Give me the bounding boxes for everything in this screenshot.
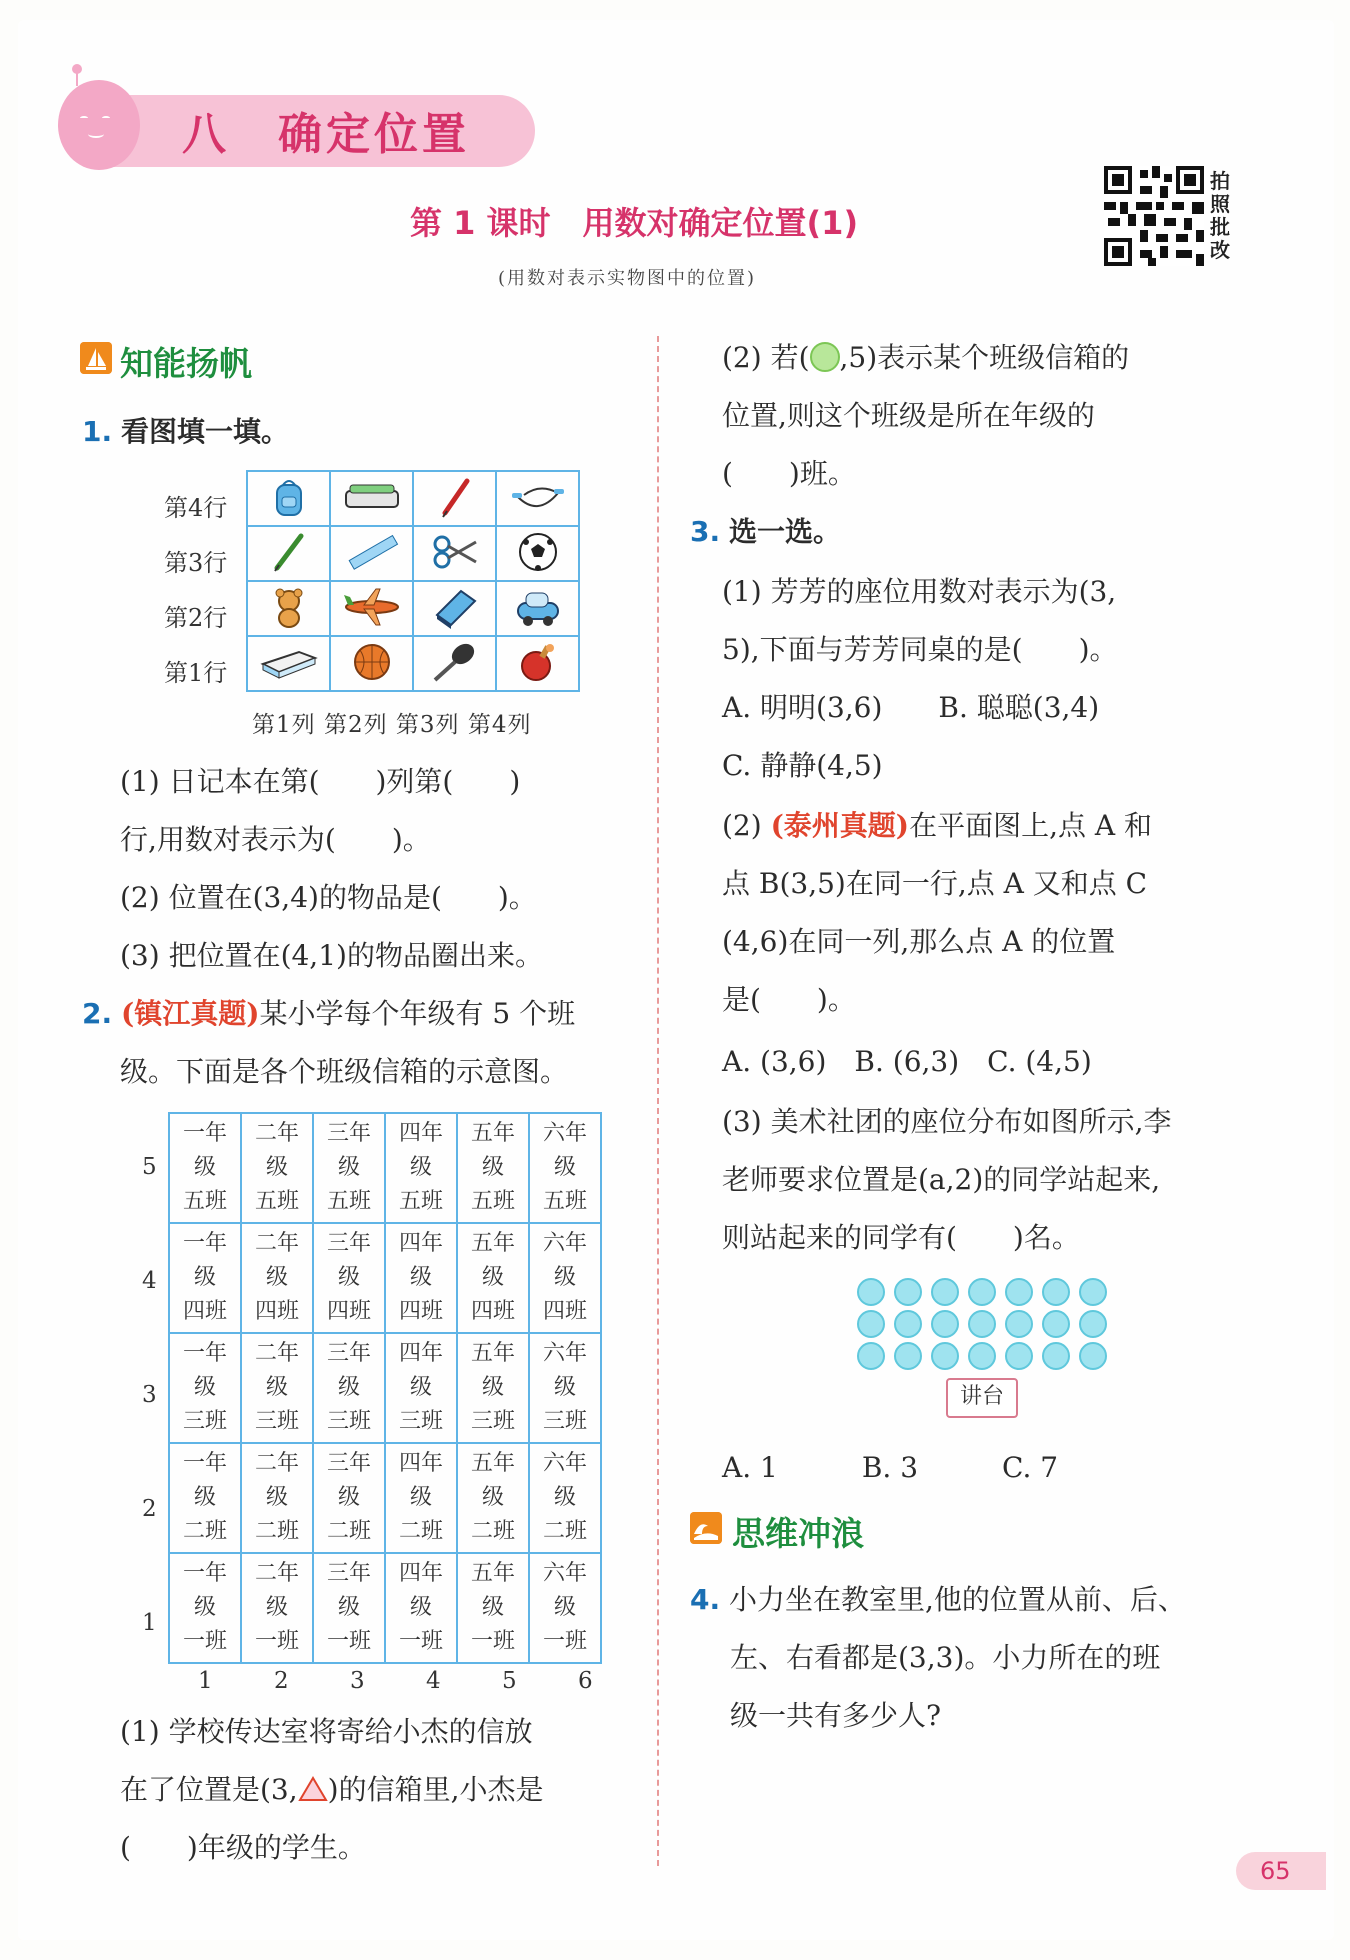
mascot-antenna-tip bbox=[72, 64, 82, 74]
ji-label: 级 bbox=[553, 1375, 576, 1400]
mailbox-cell bbox=[241, 1443, 313, 1553]
q2-text1: 某小学每个年级有 5 个班 bbox=[259, 997, 576, 1030]
mailbox-cell bbox=[529, 1333, 601, 1443]
mascot-icon bbox=[58, 80, 140, 170]
row-label: 第3行 bbox=[164, 549, 228, 577]
seat bbox=[857, 1278, 885, 1306]
q2-line2: 级。下面是各个班级信箱的示意图。 bbox=[120, 1055, 569, 1088]
q2-p2a-post: ,5)表示某个班级信箱的 bbox=[839, 341, 1130, 374]
q1-part1-line2: 行,用数对表示为( )。 bbox=[120, 823, 431, 856]
grid-cell bbox=[247, 471, 330, 526]
ji-label: 级 bbox=[481, 1375, 504, 1400]
mailbox-row-label: 4 bbox=[142, 1268, 157, 1294]
ruler-icon bbox=[344, 530, 400, 574]
seat bbox=[931, 1278, 959, 1306]
chapter-title: 八 确定位置 bbox=[182, 109, 470, 160]
ji-label: 级 bbox=[265, 1375, 288, 1400]
q4-line3: 级一共有多少人? bbox=[730, 1699, 942, 1732]
mailbox-cell bbox=[385, 1223, 457, 1333]
seat bbox=[931, 1342, 959, 1370]
ji-label: 级 bbox=[193, 1265, 216, 1290]
seat bbox=[968, 1310, 996, 1338]
grid-cell bbox=[496, 581, 579, 636]
class-label: 二班 bbox=[254, 1519, 299, 1544]
q1-part3: (3) 把位置在(4,1)的物品圈出来。 bbox=[120, 939, 543, 972]
grade-label: 五年 bbox=[470, 1341, 515, 1366]
q2-number: 2. bbox=[82, 997, 113, 1030]
q2-p1b-pre: 在了位置是(3, bbox=[120, 1773, 298, 1806]
q3-part2-tag: (泰州真题) bbox=[770, 809, 910, 842]
column-divider bbox=[657, 336, 659, 1866]
mailbox-col-label: 4 bbox=[426, 1668, 441, 1694]
q3-heading bbox=[690, 510, 841, 550]
column-labels: 第1列 第2列 第3列 第4列 bbox=[252, 712, 532, 738]
lesson-subtitle: (用数对表示实物图中的位置) bbox=[498, 268, 757, 289]
qr-caption: 拍照批改 bbox=[1210, 169, 1230, 262]
ji-label: 级 bbox=[409, 1595, 432, 1620]
ji-label: 级 bbox=[409, 1375, 432, 1400]
ji-label: 级 bbox=[481, 1595, 504, 1620]
grade-label: 一年 bbox=[182, 1451, 227, 1476]
podium-label: 讲台 bbox=[946, 1378, 1018, 1418]
grade-label: 三年 bbox=[326, 1121, 371, 1146]
ji-label: 级 bbox=[265, 1595, 288, 1620]
mailbox-cell bbox=[457, 1113, 529, 1223]
grid-cell bbox=[330, 636, 413, 691]
q3-part3-options: A. 1 B. 3 C. 7 bbox=[722, 1451, 1059, 1484]
mailbox-cell bbox=[457, 1443, 529, 1553]
row-label: 第4行 bbox=[164, 494, 228, 522]
q3-part2-options: A. (3,6) B. (6,3) C. (4,5) bbox=[722, 1045, 1092, 1078]
grade-label: 四年 bbox=[398, 1231, 443, 1256]
class-label: 二班 bbox=[398, 1519, 443, 1544]
class-label: 四班 bbox=[326, 1299, 371, 1324]
ji-label: 级 bbox=[481, 1485, 504, 1510]
q3-part1-line1: (1) 芳芳的座位用数对表示为(3, bbox=[722, 575, 1117, 608]
sail-icon bbox=[80, 342, 112, 374]
class-label: 五班 bbox=[398, 1189, 443, 1214]
q1-part2: (2) 位置在(3,4)的物品是( )。 bbox=[120, 881, 537, 914]
grade-label: 五年 bbox=[470, 1561, 515, 1586]
q1-part1-line1: (1) 日记本在第( )列第( ) bbox=[120, 765, 521, 798]
class-label: 三班 bbox=[254, 1409, 299, 1434]
mailbox-cell bbox=[385, 1443, 457, 1553]
class-label: 二班 bbox=[182, 1519, 227, 1544]
basketball-icon bbox=[350, 640, 394, 684]
class-label: 四班 bbox=[398, 1299, 443, 1324]
ji-label: 级 bbox=[553, 1265, 576, 1290]
q2-part1-line2 bbox=[120, 1768, 543, 1808]
q3-part2-line4: 是( )。 bbox=[722, 983, 856, 1016]
seat bbox=[968, 1342, 996, 1370]
q3-part2-line3: (4,6)在同一列,那么点 A 的位置 bbox=[722, 925, 1116, 958]
class-label: 四班 bbox=[542, 1299, 587, 1324]
ji-label: 级 bbox=[193, 1375, 216, 1400]
grid-cell bbox=[496, 526, 579, 581]
grade-label: 五年 bbox=[470, 1451, 515, 1476]
mailbox-grid bbox=[168, 1112, 602, 1664]
ji-label: 级 bbox=[481, 1265, 504, 1290]
jump-rope-icon bbox=[510, 477, 566, 517]
class-label: 三班 bbox=[326, 1409, 371, 1434]
row-label: 第1行 bbox=[164, 659, 228, 687]
toy-plane-icon bbox=[342, 585, 402, 629]
grade-label: 三年 bbox=[326, 1561, 371, 1586]
grade-label: 三年 bbox=[326, 1451, 371, 1476]
grade-label: 二年 bbox=[254, 1341, 299, 1366]
seat bbox=[1079, 1278, 1107, 1306]
class-label: 二班 bbox=[470, 1519, 515, 1544]
q4-line2: 左、右看都是(3,3)。小力所在的班 bbox=[730, 1641, 1161, 1674]
ji-label: 级 bbox=[337, 1265, 360, 1290]
mailbox-row-label: 1 bbox=[142, 1610, 157, 1636]
grade-label: 六年 bbox=[542, 1341, 587, 1366]
ji-label: 级 bbox=[553, 1155, 576, 1180]
grade-label: 二年 bbox=[254, 1121, 299, 1146]
mailbox-cell bbox=[529, 1223, 601, 1333]
ping-pong-paddle-icon bbox=[516, 640, 560, 684]
q3-part1-option-c: C. 静静(4,5) bbox=[722, 749, 883, 782]
seat bbox=[1079, 1342, 1107, 1370]
toy-car-icon bbox=[512, 585, 564, 629]
mailbox-row-label: 3 bbox=[142, 1382, 157, 1408]
seat bbox=[857, 1310, 885, 1338]
q2-line1 bbox=[82, 992, 575, 1032]
soccer-ball-icon bbox=[516, 530, 560, 574]
mailbox-cell bbox=[313, 1553, 385, 1663]
grid-cell bbox=[330, 526, 413, 581]
seat bbox=[1042, 1310, 1070, 1338]
mailbox-cell bbox=[169, 1113, 241, 1223]
seat bbox=[1005, 1278, 1033, 1306]
class-label: 一班 bbox=[398, 1629, 443, 1654]
backpack-icon bbox=[267, 475, 311, 519]
grade-label: 二年 bbox=[254, 1231, 299, 1256]
seat bbox=[894, 1342, 922, 1370]
section-title-siwei: 思维冲浪 bbox=[732, 1514, 864, 1553]
q2-part2-line2: 位置,则这个班级是所在年级的 bbox=[722, 399, 1095, 432]
mailbox-cell bbox=[385, 1333, 457, 1443]
grade-label: 三年 bbox=[326, 1341, 371, 1366]
q1-title: 看图填一填。 bbox=[121, 415, 290, 448]
mailbox-cell bbox=[313, 1113, 385, 1223]
grade-label: 六年 bbox=[542, 1231, 587, 1256]
class-label: 三班 bbox=[398, 1409, 443, 1434]
mailbox-cell bbox=[313, 1223, 385, 1333]
triangle-icon bbox=[298, 1775, 328, 1803]
class-label: 三班 bbox=[182, 1409, 227, 1434]
box-icon bbox=[259, 642, 319, 682]
q2-part2-line1 bbox=[722, 336, 1129, 376]
grade-label: 一年 bbox=[182, 1121, 227, 1146]
grade-label: 六年 bbox=[542, 1451, 587, 1476]
q2-part1-line1: (1) 学校传达室将寄给小杰的信放 bbox=[120, 1715, 533, 1748]
class-label: 五班 bbox=[326, 1189, 371, 1214]
seat bbox=[1042, 1278, 1070, 1306]
grade-label: 四年 bbox=[398, 1561, 443, 1586]
qr-code-icon[interactable] bbox=[1104, 166, 1204, 266]
class-label: 一班 bbox=[182, 1629, 227, 1654]
grade-label: 四年 bbox=[398, 1341, 443, 1366]
q1-number: 1. bbox=[82, 415, 113, 448]
mailbox-cell bbox=[241, 1333, 313, 1443]
scissors-icon bbox=[430, 530, 480, 574]
mailbox-col-label: 3 bbox=[350, 1668, 365, 1694]
class-label: 五班 bbox=[182, 1189, 227, 1214]
grade-label: 六年 bbox=[542, 1561, 587, 1586]
mailbox-cell bbox=[529, 1553, 601, 1663]
class-label: 一班 bbox=[542, 1629, 587, 1654]
grid-cell bbox=[247, 636, 330, 691]
grade-label: 二年 bbox=[254, 1561, 299, 1586]
mailbox-cell bbox=[313, 1443, 385, 1553]
q2-tag: (镇江真题) bbox=[121, 997, 260, 1030]
seat bbox=[894, 1310, 922, 1338]
seat bbox=[857, 1342, 885, 1370]
grid-cell bbox=[413, 581, 496, 636]
grid-cell bbox=[496, 471, 579, 526]
ji-label: 级 bbox=[337, 1155, 360, 1180]
row-label: 第2行 bbox=[164, 604, 228, 632]
ji-label: 级 bbox=[265, 1485, 288, 1510]
q2-part2-line3: ( )班。 bbox=[722, 457, 856, 490]
mascot-antenna bbox=[76, 72, 78, 86]
mailbox-cell bbox=[385, 1113, 457, 1223]
green-circle-icon bbox=[810, 342, 840, 372]
teddy-bear-icon bbox=[267, 585, 311, 629]
mailbox-cell bbox=[241, 1113, 313, 1223]
ji-label: 级 bbox=[265, 1155, 288, 1180]
seat bbox=[1005, 1342, 1033, 1370]
mailbox-col-label: 2 bbox=[274, 1668, 289, 1694]
wave-icon bbox=[690, 1512, 722, 1544]
grid-cell bbox=[413, 471, 496, 526]
mailbox-cell bbox=[457, 1333, 529, 1443]
mailbox-cell bbox=[241, 1223, 313, 1333]
section-title-zhineng: 知能扬帆 bbox=[120, 344, 252, 383]
grade-label: 四年 bbox=[398, 1451, 443, 1476]
mailbox-col-label: 1 bbox=[198, 1668, 213, 1694]
q3-part2-line2: 点 B(3,5)在同一行,点 A 又和点 C bbox=[722, 867, 1148, 900]
class-label: 一班 bbox=[254, 1629, 299, 1654]
class-label: 五班 bbox=[542, 1189, 587, 1214]
grade-label: 一年 bbox=[182, 1341, 227, 1366]
mailbox-cell bbox=[385, 1553, 457, 1663]
class-label: 三班 bbox=[542, 1409, 587, 1434]
q3-p2a: 在平面图上,点 A 和 bbox=[909, 809, 1152, 842]
mailbox-col-label: 5 bbox=[502, 1668, 517, 1694]
mailbox-cell bbox=[457, 1223, 529, 1333]
seat bbox=[1079, 1310, 1107, 1338]
class-label: 四班 bbox=[470, 1299, 515, 1324]
mailbox-cell bbox=[529, 1443, 601, 1553]
page-number: 65 bbox=[1236, 1852, 1326, 1890]
class-label: 一班 bbox=[326, 1629, 371, 1654]
mailbox-cell bbox=[169, 1223, 241, 1333]
mailbox-cell bbox=[241, 1553, 313, 1663]
class-label: 四班 bbox=[182, 1299, 227, 1324]
q2-p2a-pre: (2) 若( bbox=[722, 341, 810, 374]
pencil-case-icon bbox=[342, 477, 402, 517]
ji-label: 级 bbox=[337, 1375, 360, 1400]
pencil-icon bbox=[267, 530, 311, 574]
q1-heading bbox=[82, 410, 289, 450]
grade-label: 五年 bbox=[470, 1121, 515, 1146]
ji-label: 级 bbox=[409, 1485, 432, 1510]
mailbox-cell bbox=[169, 1443, 241, 1553]
q3-part3-line1: (3) 美术社团的座位分布如图所示,李 bbox=[722, 1105, 1172, 1138]
seat bbox=[968, 1278, 996, 1306]
class-label: 一班 bbox=[470, 1629, 515, 1654]
q4-line1 bbox=[690, 1578, 1186, 1618]
seat bbox=[931, 1310, 959, 1338]
mailbox-cell bbox=[169, 1333, 241, 1443]
grade-label: 四年 bbox=[398, 1121, 443, 1146]
grade-label: 三年 bbox=[326, 1231, 371, 1256]
ji-label: 级 bbox=[481, 1155, 504, 1180]
class-label: 三班 bbox=[470, 1409, 515, 1434]
q3-part1-options: A. 明明(3,6) B. 聪聪(3,4) bbox=[722, 691, 1100, 724]
badminton-racket-icon bbox=[429, 640, 481, 684]
mailbox-cell bbox=[313, 1333, 385, 1443]
ji-label: 级 bbox=[193, 1155, 216, 1180]
class-label: 二班 bbox=[542, 1519, 587, 1544]
q3-number: 3. bbox=[690, 515, 721, 548]
ji-label: 级 bbox=[193, 1595, 216, 1620]
grade-label: 二年 bbox=[254, 1451, 299, 1476]
seat bbox=[894, 1278, 922, 1306]
mailbox-cell bbox=[169, 1553, 241, 1663]
grid-cell bbox=[496, 636, 579, 691]
grade-label: 五年 bbox=[470, 1231, 515, 1256]
ji-label: 级 bbox=[193, 1485, 216, 1510]
ji-label: 级 bbox=[409, 1265, 432, 1290]
ji-label: 级 bbox=[337, 1595, 360, 1620]
q4-text1: 小力坐在教室里,他的位置从前、后、 bbox=[729, 1583, 1186, 1616]
class-label: 二班 bbox=[326, 1519, 371, 1544]
q2-p1b-post: )的信箱里,小杰是 bbox=[327, 1773, 544, 1806]
mailbox-row-label: 2 bbox=[142, 1496, 157, 1522]
ji-label: 级 bbox=[553, 1595, 576, 1620]
grid-cell bbox=[330, 471, 413, 526]
q2-part1-line3: ( )年级的学生。 bbox=[120, 1831, 366, 1864]
class-label: 四班 bbox=[254, 1299, 299, 1324]
seat bbox=[1042, 1342, 1070, 1370]
mailbox-cell bbox=[529, 1113, 601, 1223]
pen-icon bbox=[433, 475, 477, 519]
lesson-title: 第 1 课时 用数对确定位置(1) bbox=[410, 204, 859, 242]
mailbox-row-label: 5 bbox=[142, 1154, 157, 1180]
ji-label: 级 bbox=[337, 1485, 360, 1510]
ji-label: 级 bbox=[553, 1485, 576, 1510]
grid-cell bbox=[247, 526, 330, 581]
grade-label: 六年 bbox=[542, 1121, 587, 1146]
ji-label: 级 bbox=[409, 1155, 432, 1180]
class-label: 五班 bbox=[470, 1189, 515, 1214]
class-label: 五班 bbox=[254, 1189, 299, 1214]
q3-title: 选一选。 bbox=[729, 515, 842, 548]
q4-number: 4. bbox=[690, 1583, 721, 1616]
grid-cell bbox=[247, 581, 330, 636]
q3-part3-line2: 老师要求位置是(a,2)的同学站起来, bbox=[722, 1163, 1161, 1196]
grade-label: 一年 bbox=[182, 1561, 227, 1586]
q3-part2-line1: (2) (泰州真题)在平面图上,点 A 和 bbox=[722, 809, 1152, 842]
q3-part3-line3: 则站起来的同学有( )名。 bbox=[722, 1221, 1080, 1254]
grade-label: 一年 bbox=[182, 1231, 227, 1256]
diary-icon bbox=[429, 585, 481, 629]
grid-cell bbox=[413, 526, 496, 581]
grid-cell bbox=[413, 636, 496, 691]
ji-label: 级 bbox=[265, 1265, 288, 1290]
mailbox-cell bbox=[457, 1553, 529, 1663]
mailbox-col-label: 6 bbox=[578, 1668, 593, 1694]
object-grid bbox=[246, 470, 580, 692]
grid-cell bbox=[330, 581, 413, 636]
q3-part1-line2: 5),下面与芳芳同桌的是( )。 bbox=[722, 633, 1118, 666]
seat bbox=[1005, 1310, 1033, 1338]
